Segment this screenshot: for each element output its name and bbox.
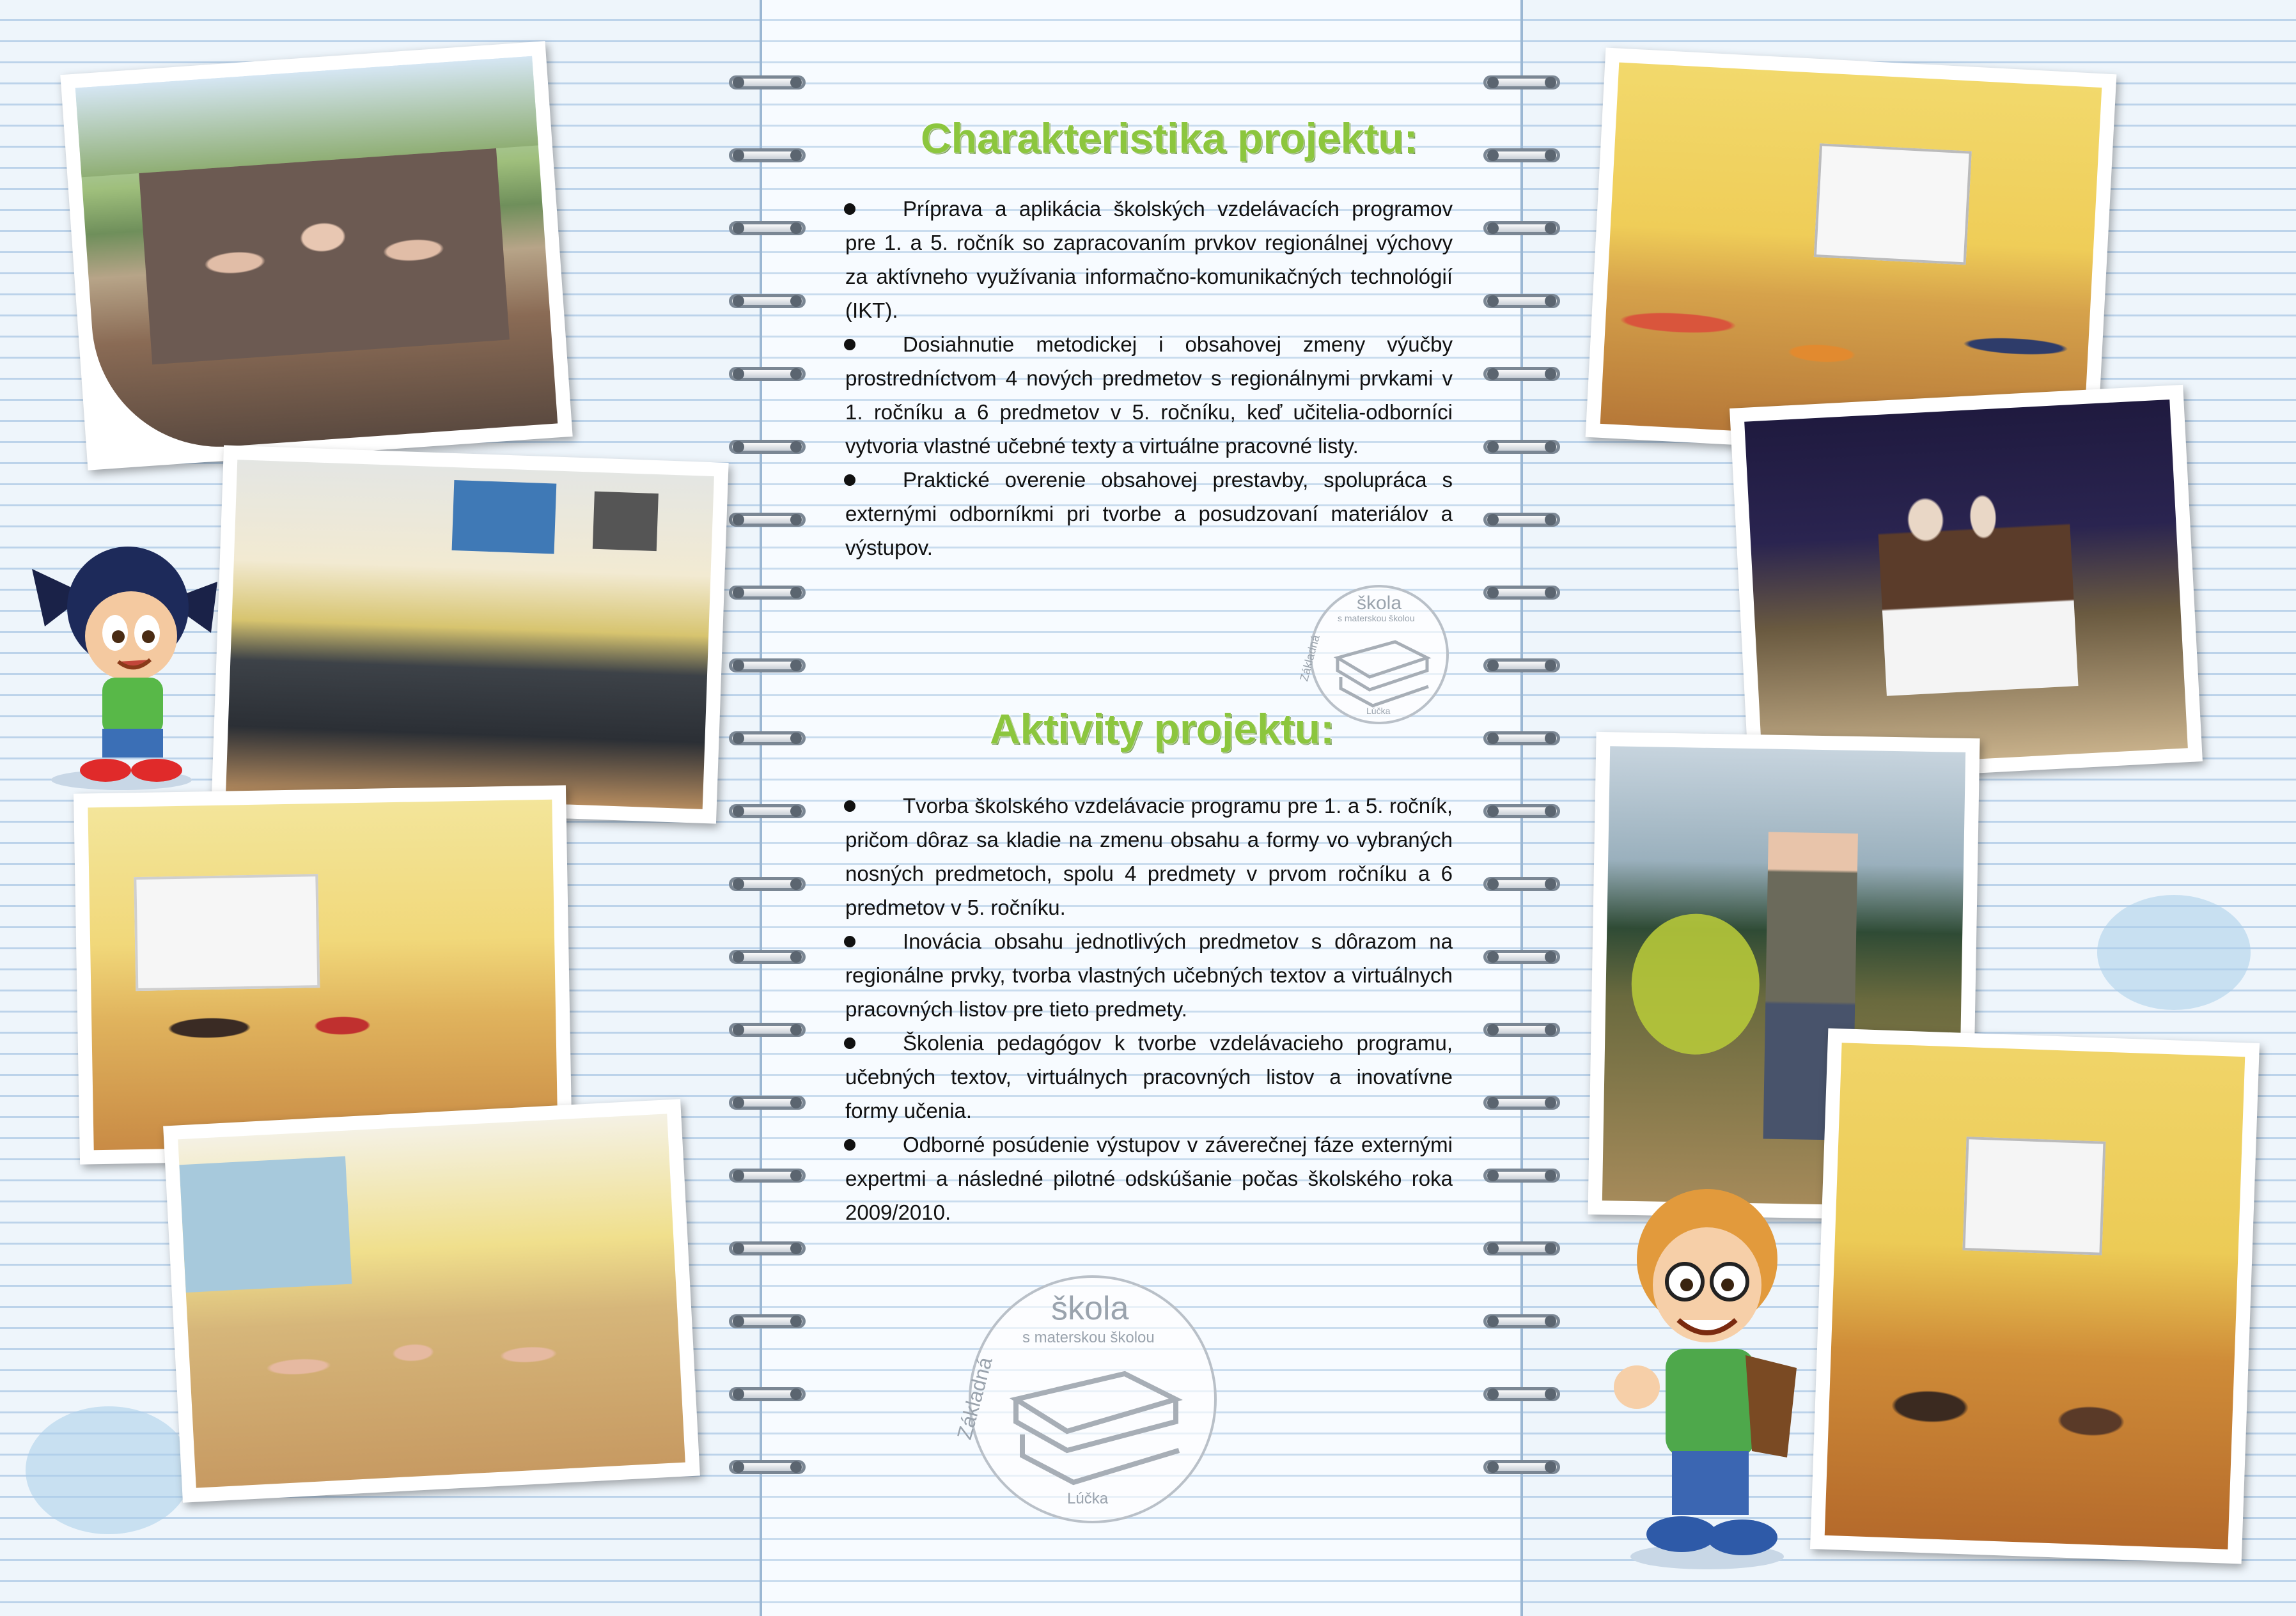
binding-ring: [1483, 586, 1560, 602]
boy-character-illustration: [1611, 1176, 1803, 1573]
stamp-label-arc: s materskou školou: [1338, 613, 1415, 623]
girl-character-illustration: [26, 524, 230, 793]
list-item: Dosiahnutie metodickej i obsahovej zmeny výučby prostredníctvom 4 nových predmetov s regionálnymi prvkami v 1. ročníku a 6 predmetov v 5. ročníku, keď učitelia-odborníci vytvoria vlastné učebné texty a virtuálne pracovné listy.: [845, 327, 1453, 463]
binding-ring: [729, 513, 806, 529]
binding-ring: [1483, 294, 1560, 311]
heading-aktivity: Aktivity projektu:: [990, 705, 1335, 752]
binding-ring: [729, 586, 806, 602]
binding-ring: [1483, 1387, 1560, 1404]
photo-computer-lab: [211, 445, 728, 823]
binding-ring: [1483, 221, 1560, 238]
photo-folk-costumes: [1730, 385, 2203, 785]
binding-ring: [1483, 1314, 1560, 1331]
binding-ring: [729, 440, 806, 456]
binding-ring: [1483, 731, 1560, 748]
binding-ring: [729, 1387, 806, 1404]
binding-ring: [1483, 1023, 1560, 1039]
binding-ring: [729, 1241, 806, 1258]
binding-ring: [1483, 1460, 1560, 1477]
binding-ring: [729, 804, 806, 821]
stamp-label-side: Základná: [1297, 633, 1322, 683]
binding-ring: [729, 658, 806, 675]
stamp-label-top: škola: [1051, 1290, 1129, 1327]
binding-ring: [729, 294, 806, 311]
binding-ring: [729, 221, 806, 238]
photo-classroom-teacher: [74, 785, 572, 1164]
binding-ring: [729, 731, 806, 748]
ink-splash: [2097, 895, 2251, 1010]
binding-ring: [729, 1314, 806, 1331]
binding-ring: [729, 950, 806, 967]
ink-splash: [26, 1406, 192, 1534]
binding-ring: [729, 877, 806, 894]
binding-ring: [1483, 1241, 1560, 1258]
binding-ring: [729, 367, 806, 384]
binding-ring: [729, 1096, 806, 1112]
binding-ring: [1483, 440, 1560, 456]
aktivity-list: [845, 789, 1453, 1229]
stamp-label-side: Základná: [952, 1355, 997, 1442]
binding-ring: [729, 1169, 806, 1185]
binding-ring: [729, 148, 806, 165]
binding-ring: [1483, 367, 1560, 384]
school-stamp-small: [1297, 585, 1449, 724]
binding-ring: [1483, 658, 1560, 675]
list-item: Inovácia obsahu jednotlivých predmetov s dôrazom na regionálne prvky, tvorba vlastných učebných textov a virtuálnych pracovných listov pre tieto predmety.: [845, 924, 1453, 1026]
photo-first-graders: [163, 1099, 700, 1503]
list-item: Príprava a aplikácia školských vzdelávacích programov pre 1. a 5. ročník so zapracovaním prvkov regionálnej výchovy za aktívneho využívania informačno-komunikačných technológií (IKT).: [845, 192, 1453, 327]
binding-ring: [1483, 1096, 1560, 1112]
binding-ring: [1483, 75, 1560, 92]
photo-group-teachers: [60, 41, 572, 470]
binding-ring: [1483, 513, 1560, 529]
binding-ring: [1483, 950, 1560, 967]
stamp-label-bottom: Lúčka: [1067, 1490, 1109, 1507]
binding-ring: [729, 1460, 806, 1477]
stamp-label-bottom: Lúčka: [1366, 706, 1391, 716]
binding-ring: [1483, 1169, 1560, 1185]
charakteristika-list: [845, 192, 1453, 564]
binding-ring: [1483, 877, 1560, 894]
list-item: Školenia pedagógov k tvorbe vzdelávacieho programu, učebných textov, virtuálnych pracovných listov a inovatívne formy učenia.: [845, 1026, 1453, 1128]
list-item: Tvorba školského vzdelávacie programu pre 1. a 5. ročník, pričom dôraz sa kladie na zmenu obsahu a formy vo vybraných nosných predmetoch, spolu 4 predmety v prvom ročníku a 6 predmetov v 5. ročníku.: [845, 789, 1453, 924]
binding-ring: [1483, 804, 1560, 821]
list-item: Praktické overenie obsahovej prestavby, spolupráca s externými odborníkmi pri tvorbe a posudzovaní materiálov a výstupov.: [845, 463, 1453, 564]
photo-classroom-board: [1810, 1028, 2260, 1564]
list-item: Odborné posúdenie výstupov v záverečnej fáze externými expertmi a následné pilotné odskúšanie počas školského roka 2009/2010.: [845, 1128, 1453, 1229]
binding-ring: [729, 75, 806, 92]
heading-charakteristika: Charakteristika projektu:: [921, 114, 1418, 162]
school-stamp-large: [952, 1275, 1217, 1523]
stamp-label-top: škola: [1357, 593, 1402, 614]
binding-ring: [729, 1023, 806, 1039]
binding-ring: [1483, 148, 1560, 165]
stamp-label-arc: s materskou školou: [1022, 1329, 1155, 1346]
